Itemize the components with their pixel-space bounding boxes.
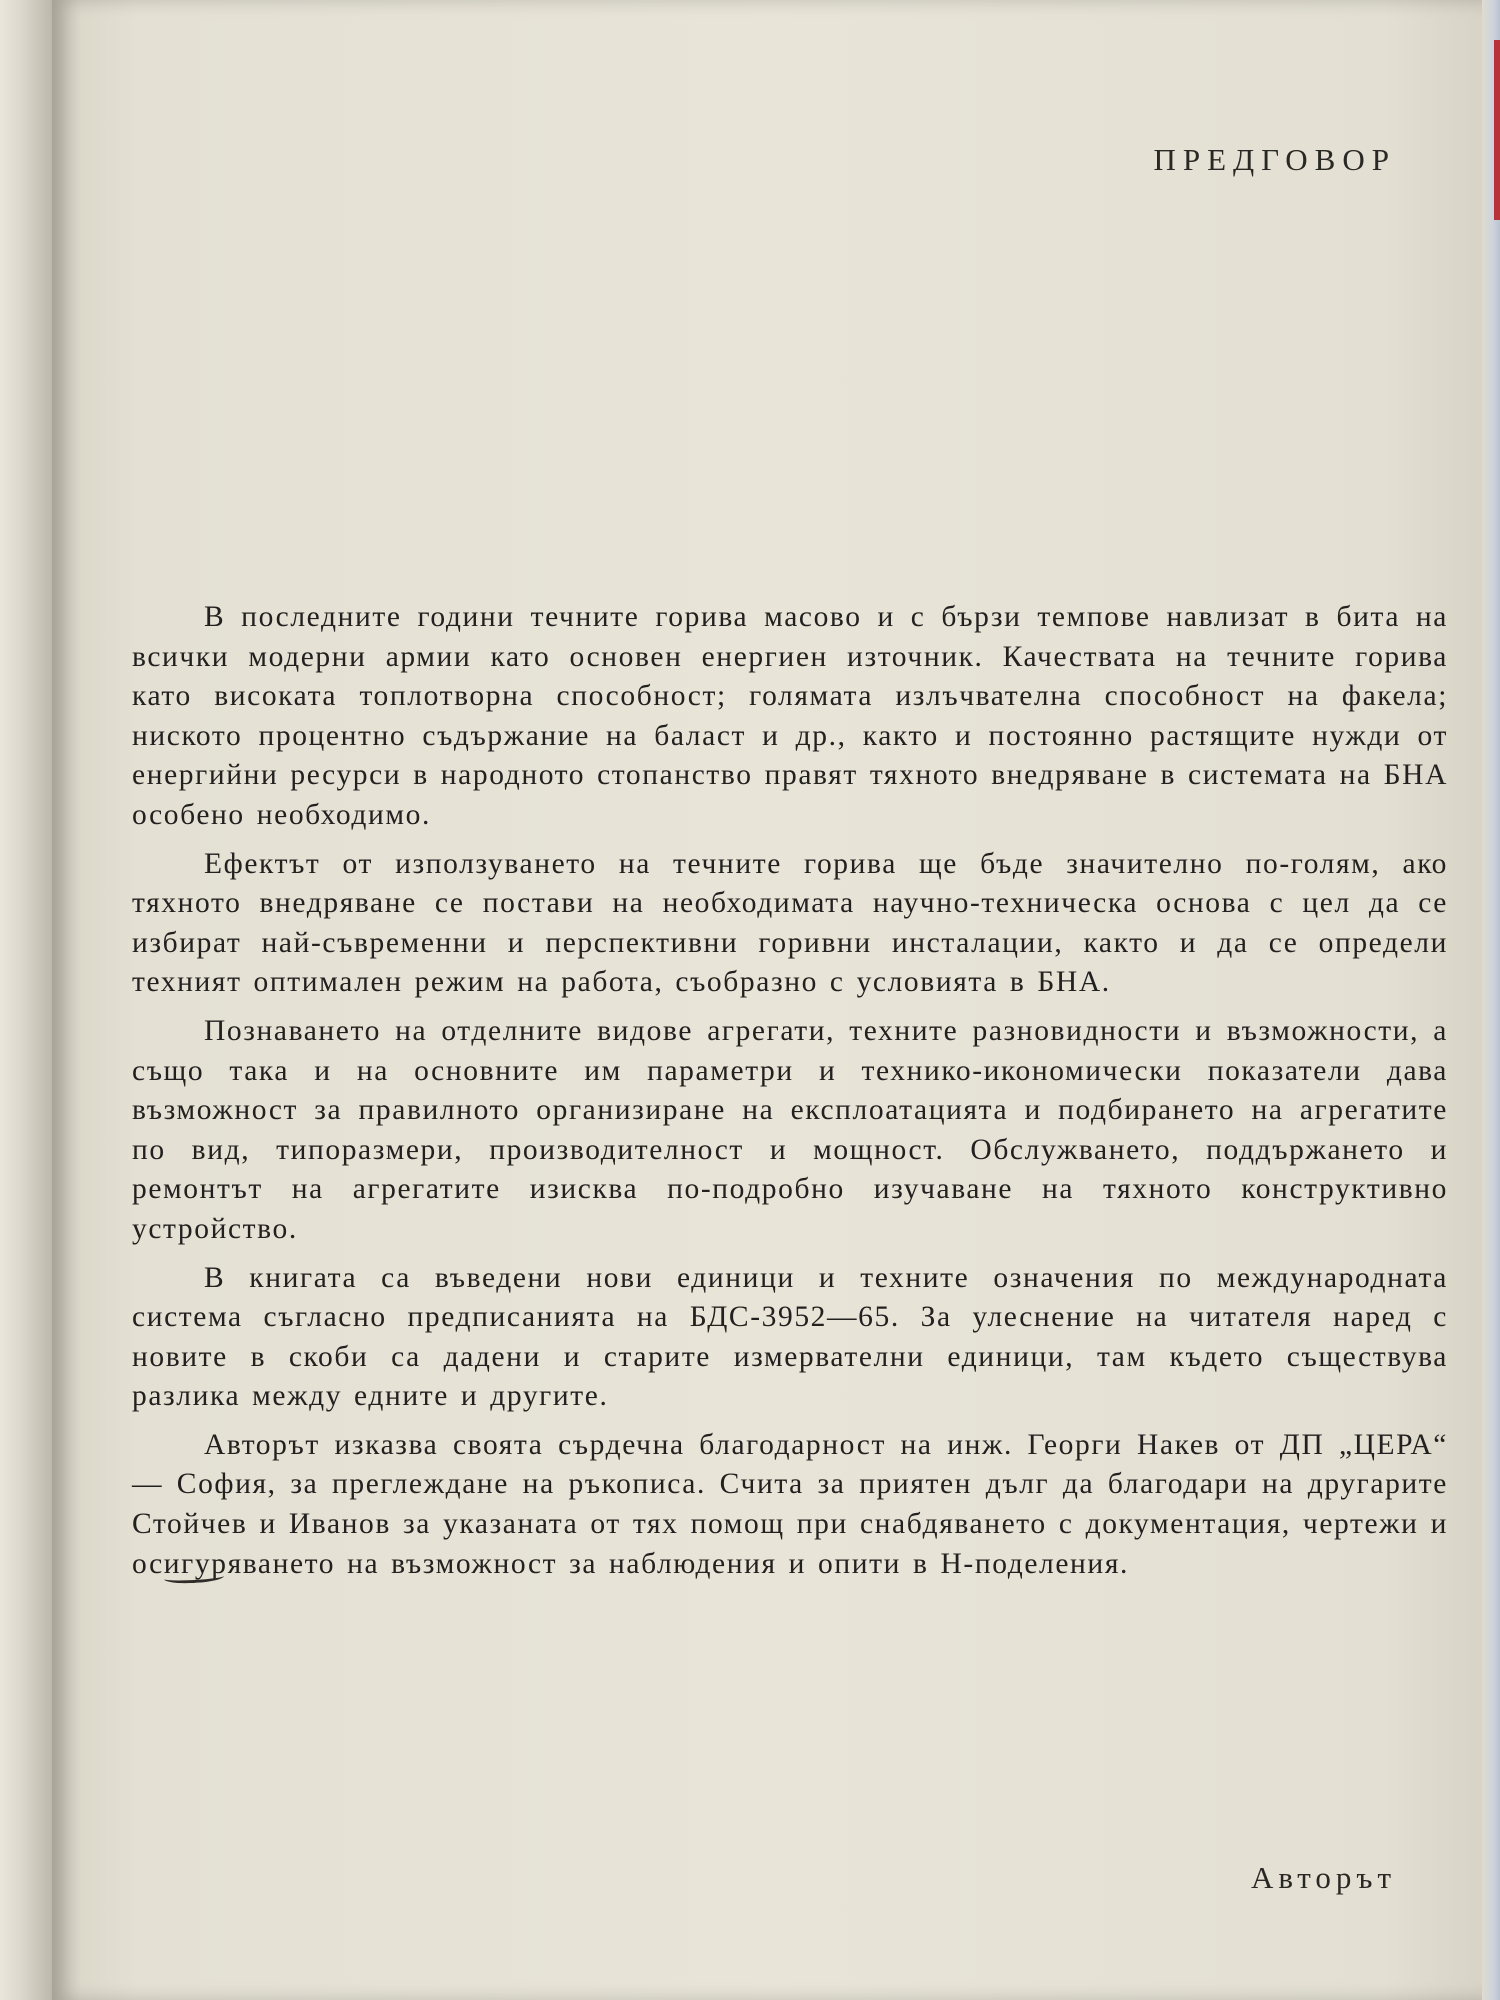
paragraph-4: В книгата са въведени нови единици и техните означения по международната система съгласно предписанията на БДС-3952—65. За улеснение на читателя наред с новите в скоби са дадени и старите измервателни единици, там където съществува разлика между едните и другите.: [132, 1261, 1448, 1413]
preface-body: [132, 598, 1448, 1593]
book-spine: [0, 0, 52, 2000]
paragraph-1: В последните години течните горива масово и с бързи темпове навлизат в бита на всички модерни армии като основен енергиен източник. Качествата на течните горива като високата топлотворна способност; голямата излъчвателна способност на факела; ниското процентно съдържание на баласт и др., както и постоянно растящите нужди от енергийни ресурси в народното стопанство правят тяхното внедряване в системата на БНА особено необходимо.: [132, 601, 1448, 831]
paragraph-2: Ефектът от използуването на течните горива ще бъде значително по-голям, ако тяхното внедряване се постави на необходимата научно-техническа основа с цел да се избират най-съвременни и перспективни горивни инсталации, както и да се определи техният оптимален режим на работа, съобразно с условията в БНА.: [132, 847, 1448, 999]
paragraph-3: Познаването на отделните видове агрегати, техните разновидности и възможности, а също така и на основните им параметри и технико-икономически показатели дава възможност за правилното организиране на експлоатацията и подбирането на агрегатите по вид, типоразмери, производителност и мощност. Обслужването, поддържането и ремонтът на агрегатите изисква по-подробно изучаване на тяхното конструктивно устройство.: [132, 1014, 1448, 1245]
page-edge: [1482, 0, 1500, 2000]
page-title: ПРЕДГОВОР: [1153, 142, 1396, 177]
paragraph-5: Авторът изказва своята сърдечна благодарност на инж. Георги Накев от ДП „ЦЕРА“ — София, за преглеждане на ръкописа. Счита за приятен дълг да благодари на другарите Стойчев и Иванов за указаната от тях помощ при снабдяването с документация, чертежи и осигуряването на възможност за наблюдения и опити в Н-поделения.: [132, 1428, 1448, 1580]
book-page: [52, 0, 1500, 2000]
cover-edge: [1494, 40, 1500, 220]
author-signature: Авторът: [1251, 1860, 1396, 1895]
